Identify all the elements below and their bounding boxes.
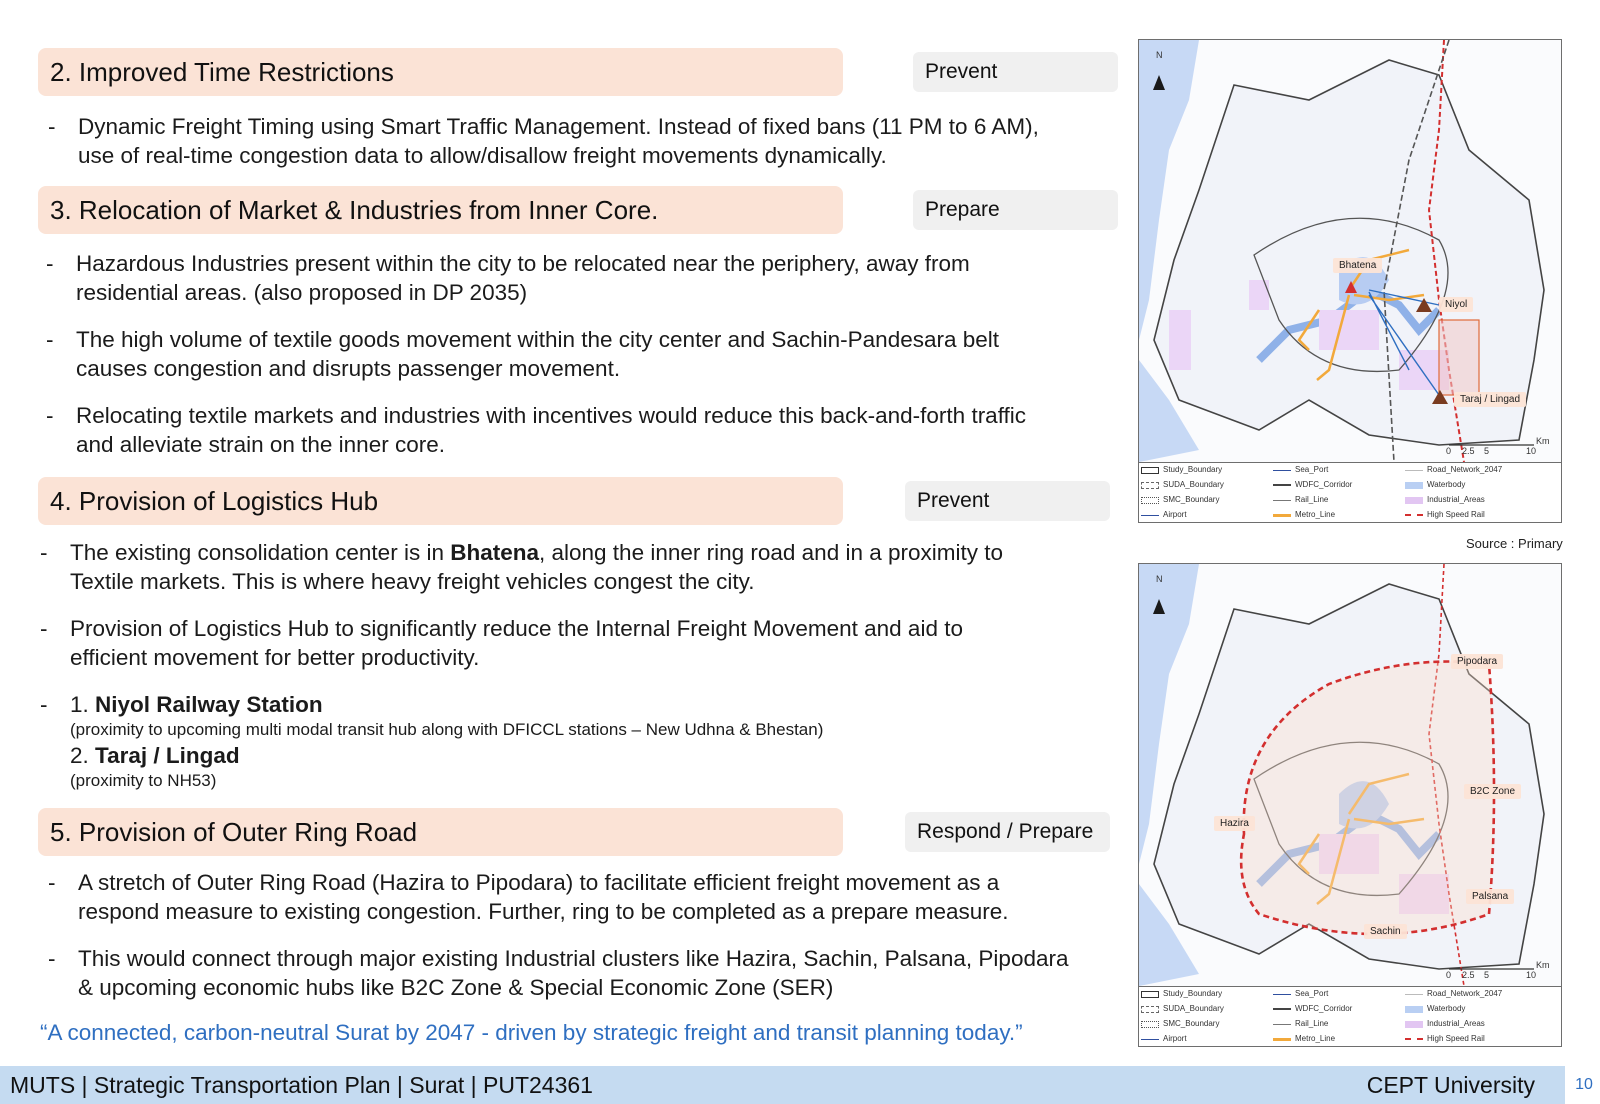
logistics-hub-list bbox=[40, 690, 1100, 795]
north-label: N bbox=[1156, 574, 1163, 584]
bullet-line: The high volume of textile goods movement within the city center and Sachin-Pandesara belt bbox=[76, 327, 1000, 352]
legend-item: SUDA_Boundary bbox=[1139, 1002, 1224, 1016]
section-5-bullet bbox=[48, 944, 1118, 1004]
map-label-hazira: Hazira bbox=[1214, 816, 1255, 831]
legend-item: Metro_Line bbox=[1271, 508, 1335, 522]
scale-tick: 10 bbox=[1526, 446, 1537, 456]
section-2-tag: Prevent bbox=[913, 52, 1118, 92]
bullet-dash: - bbox=[40, 692, 48, 717]
legend-item: Road_Network_2047 bbox=[1403, 463, 1502, 477]
bullet-dash: - bbox=[48, 114, 56, 139]
hub-2: 2. Taraj / Lingad bbox=[70, 743, 240, 768]
scale-tick: 5 bbox=[1484, 446, 1490, 456]
footer-right: CEPT University bbox=[1366, 1072, 1535, 1098]
bullet-line: & upcoming economic hubs like B2C Zone & Special Economic Zone (SER) bbox=[78, 975, 834, 1000]
map-label-taraj: Taraj / Lingad bbox=[1454, 392, 1526, 407]
bullet-line: efficient movement for better productivity. bbox=[70, 645, 480, 670]
bullet-line: Dynamic Freight Timing using Smart Traffic Management. Instead of fixed bans (11 PM to 6 AM), bbox=[78, 114, 1039, 139]
map-logistics-hubs bbox=[1138, 39, 1562, 523]
legend-item: Waterbody bbox=[1403, 478, 1465, 492]
footer-bar bbox=[0, 1066, 1565, 1104]
hub-1: 1. Niyol Railway Station bbox=[70, 692, 323, 717]
legend-item: Road_Network_2047 bbox=[1403, 987, 1502, 1001]
bullet-dash: - bbox=[46, 251, 54, 276]
section-5-heading: 5. Provision of Outer Ring Road bbox=[38, 808, 843, 856]
map-2-legend bbox=[1139, 986, 1562, 1047]
hub-1-note: (proximity to upcoming multi modal transit hub along with DFICCL stations – New Udhna & Bhestan) bbox=[70, 720, 824, 739]
scale-tick: 0 bbox=[1446, 970, 1452, 980]
bullet-dash: - bbox=[46, 403, 54, 428]
bullet-dash: - bbox=[40, 616, 48, 641]
bullet-line: residential areas. (also proposed in DP 2035) bbox=[76, 280, 528, 305]
section-4-heading: 4. Provision of Logistics Hub bbox=[38, 477, 843, 525]
scale-unit: Km bbox=[1536, 960, 1550, 970]
north-label: N bbox=[1156, 50, 1163, 60]
bullet-line: The existing consolidation center is in bbox=[70, 540, 451, 565]
scale-tick: 2.5 bbox=[1462, 970, 1475, 980]
hub-2-name: Taraj / Lingad bbox=[95, 743, 240, 768]
legend-item: High Speed Rail bbox=[1403, 1032, 1485, 1046]
section-3-heading: 3. Relocation of Market & Industries from Inner Core. bbox=[38, 186, 843, 234]
bullet-line: Textile markets. This is where heavy freight vehicles congest the city. bbox=[70, 569, 755, 594]
scale-tick: 10 bbox=[1526, 970, 1537, 980]
bullet-line: use of real-time congestion data to allow/disallow freight movements dynamically. bbox=[78, 143, 887, 168]
scale-tick: 0 bbox=[1446, 446, 1452, 456]
legend-item: SMC_Boundary bbox=[1139, 1017, 1219, 1031]
section-4-tag: Prevent bbox=[905, 481, 1110, 521]
legend-item: SMC_Boundary bbox=[1139, 493, 1219, 507]
page-number: 10 bbox=[1575, 1076, 1593, 1093]
section-3-bullet bbox=[46, 249, 1106, 309]
legend-item: Rail_Line bbox=[1271, 1017, 1328, 1031]
legend-item: Airport bbox=[1139, 508, 1187, 522]
bullet-dash: - bbox=[48, 870, 56, 895]
bullet-line: , along the inner ring road and in a proximity to bbox=[539, 540, 1004, 565]
map-1-legend bbox=[1139, 462, 1562, 523]
map-label-niyol: Niyol bbox=[1439, 297, 1473, 312]
legend-item: Industrial_Areas bbox=[1403, 493, 1485, 507]
section-3-tag: Prepare bbox=[913, 190, 1118, 230]
section-4-bullet bbox=[40, 538, 1100, 598]
map-label-pipodara: Pipodara bbox=[1451, 654, 1503, 669]
bullet-line: This would connect through major existing Industrial clusters like Hazira, Sachin, Palsana, Pipodara bbox=[78, 946, 1069, 971]
section-2-bullet bbox=[48, 112, 1108, 172]
legend-item: WDFC_Corridor bbox=[1271, 1002, 1352, 1016]
bullet-dash: - bbox=[48, 946, 56, 971]
footer-left: MUTS | Strategic Transportation Plan | Surat | PUT24361 bbox=[10, 1072, 593, 1098]
map-outer-ring-road bbox=[1138, 563, 1562, 1047]
hub-2-note: (proximity to NH53) bbox=[70, 771, 217, 790]
legend-item: SUDA_Boundary bbox=[1139, 478, 1224, 492]
section-5-bullet bbox=[48, 868, 1118, 928]
vision-quote: “A connected, carbon-neutral Surat by 2047 - driven by strategic freight and transit planning today.” bbox=[40, 1020, 1023, 1045]
bullet-line: causes congestion and disrupts passenger movement. bbox=[76, 356, 621, 381]
bullet-line: respond measure to existing congestion. Further, ring to be completed as a prepare measure. bbox=[78, 899, 1009, 924]
scale-tick: 2.5 bbox=[1462, 446, 1475, 456]
legend-item: Waterbody bbox=[1403, 1002, 1465, 1016]
map-label-b2c-zone: B2C Zone bbox=[1464, 784, 1521, 799]
scale-unit: Km bbox=[1536, 436, 1550, 446]
section-5-tag: Respond / Prepare bbox=[905, 812, 1110, 852]
legend-item: Sea_Port bbox=[1271, 987, 1328, 1001]
section-4-bullet bbox=[40, 614, 1100, 674]
section-2-heading: 2. Improved Time Restrictions bbox=[38, 48, 843, 96]
map-label-bhatena: Bhatena bbox=[1333, 258, 1382, 273]
legend-item: Industrial_Areas bbox=[1403, 1017, 1485, 1031]
bullet-line: Relocating textile markets and industries with incentives would reduce this back-and-forth traffic bbox=[76, 403, 1027, 428]
scale-tick: 5 bbox=[1484, 970, 1490, 980]
section-3-bullet bbox=[46, 325, 1106, 385]
bullet-line: and alleviate strain on the inner core. bbox=[76, 432, 445, 457]
map-label-palsana: Palsana bbox=[1466, 889, 1514, 904]
bullet-line: Hazardous Industries present within the city to be relocated near the periphery, away from bbox=[76, 251, 970, 276]
legend-item: Study_Boundary bbox=[1139, 463, 1222, 477]
bullet-dash: - bbox=[46, 327, 54, 352]
map-2-graphic bbox=[1139, 564, 1562, 986]
bullet-line: A stretch of Outer Ring Road (Hazira to Pipodara) to facilitate efficient freight movement as a bbox=[78, 870, 1000, 895]
legend-item: WDFC_Corridor bbox=[1271, 478, 1352, 492]
legend-item: Sea_Port bbox=[1271, 463, 1328, 477]
map-source: Source : Primary bbox=[1466, 536, 1563, 551]
hub-1-name: Niyol Railway Station bbox=[95, 692, 323, 717]
map-label-sachin: Sachin bbox=[1364, 924, 1407, 939]
bullet-line: Provision of Logistics Hub to significantly reduce the Internal Freight Movement and aid to bbox=[70, 616, 963, 641]
legend-item: Rail_Line bbox=[1271, 493, 1328, 507]
legend-item: Study_Boundary bbox=[1139, 987, 1222, 1001]
bullet-dash: - bbox=[40, 540, 48, 565]
legend-item: High Speed Rail bbox=[1403, 508, 1485, 522]
legend-item: Metro_Line bbox=[1271, 1032, 1335, 1046]
bhatena-bold: Bhatena bbox=[450, 540, 539, 565]
legend-item: Airport bbox=[1139, 1032, 1187, 1046]
section-3-bullet bbox=[46, 401, 1116, 461]
